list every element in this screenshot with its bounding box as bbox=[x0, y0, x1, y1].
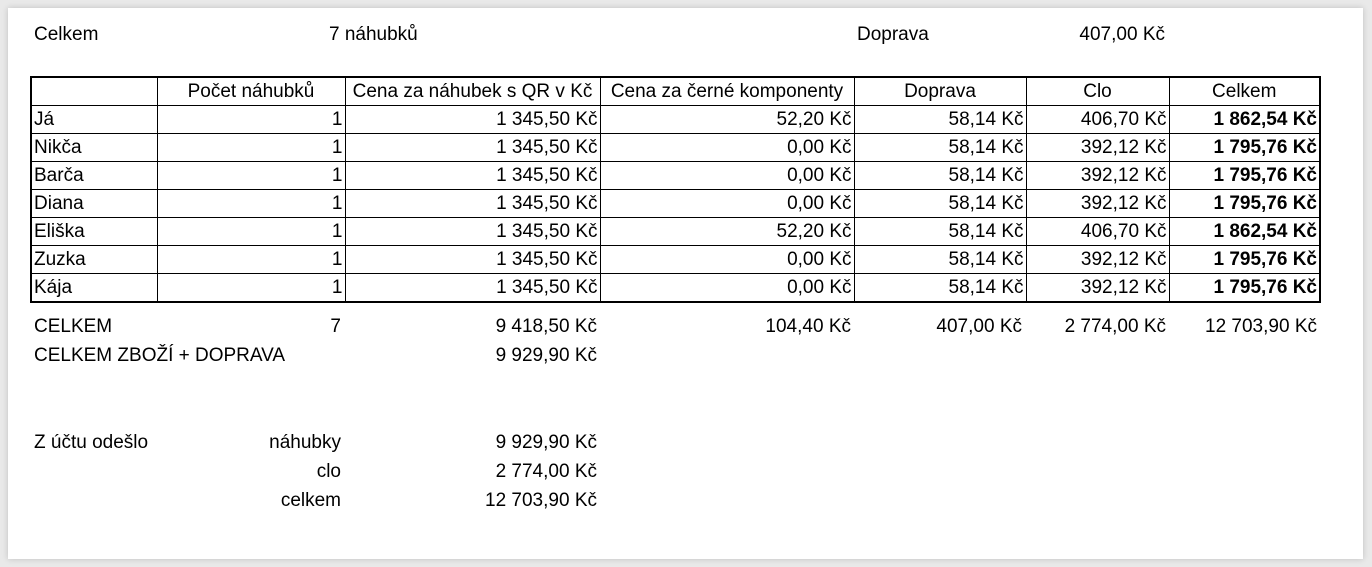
row-shipping-cell: 58,14 Kč bbox=[854, 162, 1026, 190]
spreadsheet-sheet bbox=[8, 8, 1363, 559]
row-black-cell: 0,00 Kč bbox=[600, 162, 854, 190]
row-customs-cell: 392,12 Kč bbox=[1026, 190, 1169, 218]
header-cell-name bbox=[31, 77, 157, 106]
totals-total: 12 703,90 Kč bbox=[1205, 316, 1317, 337]
account-item-value: 9 929,90 Kč bbox=[495, 432, 597, 453]
totals-shipping: 407,00 Kč bbox=[936, 316, 1022, 337]
goods-shipping-label: CELKEM ZBOŽÍ + DOPRAVA bbox=[34, 345, 286, 366]
account-item-value: 2 774,00 Kč bbox=[495, 461, 597, 482]
row-black-cell: 0,00 Kč bbox=[600, 190, 854, 218]
row-count-cell: 1 bbox=[157, 218, 345, 246]
row-count-cell: 1 bbox=[157, 162, 345, 190]
row-price-cell: 1 345,50 Kč bbox=[345, 246, 600, 274]
table-row bbox=[31, 274, 1320, 303]
summary-shipping-value: 407,00 Kč bbox=[1079, 24, 1165, 45]
row-price-cell: 1 345,50 Kč bbox=[345, 106, 600, 134]
row-customs-cell: 406,70 Kč bbox=[1026, 106, 1169, 134]
row-shipping-cell: 58,14 Kč bbox=[854, 190, 1026, 218]
totals-label: CELKEM bbox=[34, 316, 113, 337]
row-name-cell: Kája bbox=[31, 274, 157, 303]
row-name-cell: Zuzka bbox=[31, 246, 157, 274]
row-black-cell: 0,00 Kč bbox=[600, 246, 854, 274]
account-item-label: clo bbox=[316, 461, 341, 482]
header-cell-total: Celkem bbox=[1169, 77, 1320, 106]
header-cell-customs: Clo bbox=[1026, 77, 1169, 106]
header-cell-price: Cena za náhubek s QR v Kč bbox=[345, 77, 600, 106]
row-count-cell: 1 bbox=[157, 246, 345, 274]
row-price-cell: 1 345,50 Kč bbox=[345, 274, 600, 303]
row-black-cell: 0,00 Kč bbox=[600, 134, 854, 162]
row-shipping-cell: 58,14 Kč bbox=[854, 218, 1026, 246]
table-row bbox=[31, 246, 1320, 274]
row-shipping-cell: 58,14 Kč bbox=[854, 246, 1026, 274]
summary-count-value: 7 náhubků bbox=[329, 24, 418, 45]
totals-customs: 2 774,00 Kč bbox=[1064, 316, 1166, 337]
row-black-cell: 0,00 Kč bbox=[600, 274, 854, 303]
row-count-cell: 1 bbox=[157, 106, 345, 134]
header-cell-count: Počet náhubků bbox=[157, 77, 345, 106]
row-price-cell: 1 345,50 Kč bbox=[345, 134, 600, 162]
totals-price: 9 418,50 Kč bbox=[495, 316, 597, 337]
row-count-cell: 1 bbox=[157, 190, 345, 218]
goods-shipping-value: 9 929,90 Kč bbox=[495, 345, 597, 366]
totals-count: 7 bbox=[330, 316, 341, 337]
table-row bbox=[31, 106, 1320, 134]
row-name-cell: Barča bbox=[31, 162, 157, 190]
row-total-cell: 1 795,76 Kč bbox=[1169, 162, 1320, 190]
account-label: Z účtu odešlo bbox=[34, 432, 149, 453]
row-name-cell: Já bbox=[31, 106, 157, 134]
table-header-row bbox=[31, 77, 1320, 106]
header-cell-shipping: Doprava bbox=[854, 77, 1026, 106]
row-name-cell: Diana bbox=[31, 190, 157, 218]
cost-table bbox=[30, 76, 1321, 303]
row-name-cell: Nikča bbox=[31, 134, 157, 162]
row-total-cell: 1 795,76 Kč bbox=[1169, 134, 1320, 162]
table-row bbox=[31, 218, 1320, 246]
row-customs-cell: 392,12 Kč bbox=[1026, 274, 1169, 303]
row-price-cell: 1 345,50 Kč bbox=[345, 162, 600, 190]
row-total-cell: 1 862,54 Kč bbox=[1169, 218, 1320, 246]
row-black-cell: 52,20 Kč bbox=[600, 218, 854, 246]
row-total-cell: 1 795,76 Kč bbox=[1169, 274, 1320, 303]
table-row bbox=[31, 162, 1320, 190]
row-name-cell: Eliška bbox=[31, 218, 157, 246]
account-item-label: náhubky bbox=[269, 432, 341, 453]
row-total-cell: 1 795,76 Kč bbox=[1169, 190, 1320, 218]
totals-black: 104,40 Kč bbox=[765, 316, 851, 337]
row-price-cell: 1 345,50 Kč bbox=[345, 190, 600, 218]
row-count-cell: 1 bbox=[157, 274, 345, 303]
table-row bbox=[31, 134, 1320, 162]
row-shipping-cell: 58,14 Kč bbox=[854, 134, 1026, 162]
row-customs-cell: 406,70 Kč bbox=[1026, 218, 1169, 246]
account-item-label: celkem bbox=[280, 490, 341, 511]
header-cell-black-components: Cena za černé komponenty bbox=[600, 77, 854, 106]
row-shipping-cell: 58,14 Kč bbox=[854, 274, 1026, 303]
row-black-cell: 52,20 Kč bbox=[600, 106, 854, 134]
row-shipping-cell: 58,14 Kč bbox=[854, 106, 1026, 134]
row-total-cell: 1 862,54 Kč bbox=[1169, 106, 1320, 134]
row-customs-cell: 392,12 Kč bbox=[1026, 134, 1169, 162]
account-item-value: 12 703,90 Kč bbox=[485, 490, 597, 511]
summary-count-label: Celkem bbox=[34, 24, 99, 45]
row-customs-cell: 392,12 Kč bbox=[1026, 246, 1169, 274]
table-row bbox=[31, 190, 1320, 218]
row-customs-cell: 392,12 Kč bbox=[1026, 162, 1169, 190]
summary-shipping-label: Doprava bbox=[857, 24, 929, 45]
row-count-cell: 1 bbox=[157, 134, 345, 162]
row-price-cell: 1 345,50 Kč bbox=[345, 218, 600, 246]
row-total-cell: 1 795,76 Kč bbox=[1169, 246, 1320, 274]
